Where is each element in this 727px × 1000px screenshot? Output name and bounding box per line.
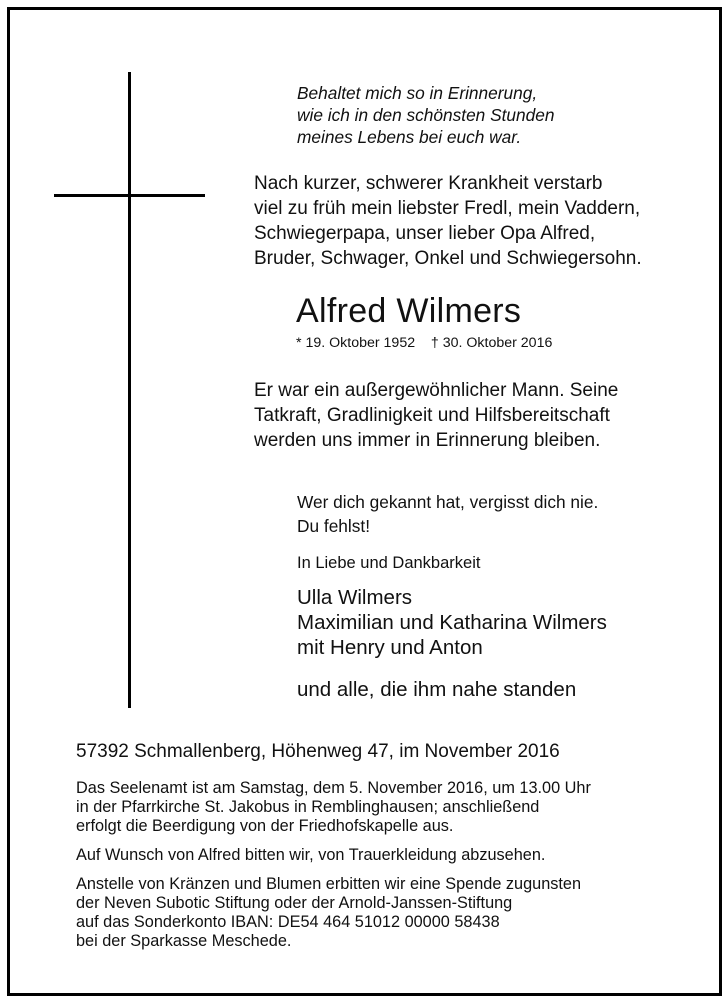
tribute-line: Tatkraft, Gradlinigkeit und Hilfsbereitschaft	[254, 405, 610, 426]
motto-line: wie ich in den schönsten Stunden	[297, 105, 555, 125]
intro-line: Nach kurzer, schwerer Krankheit verstarb	[254, 173, 603, 194]
mourner: mit Henry und Anton	[297, 636, 483, 659]
tribute-text	[254, 378, 618, 453]
intro-text	[254, 171, 642, 271]
dress-note: Auf Wunsch von Alfred bitten wir, von Trauerkleidung abzusehen.	[76, 846, 546, 864]
life-dates	[296, 334, 552, 352]
mourners-list	[297, 585, 607, 660]
thanks-line: In Liebe und Dankbarkeit	[297, 554, 481, 572]
motto-line: Behaltet mich so in Erinnerung,	[297, 83, 538, 103]
cross-vertical-bar	[128, 72, 131, 708]
funeral-line: in der Pfarrkirche St. Jakobus in Remblinghausen; anschließend	[76, 798, 540, 816]
funeral-line: erfolgt die Beerdigung von der Friedhofskapelle aus.	[76, 817, 454, 835]
location-date: 57392 Schmallenberg, Höhenweg 47, im November 2016	[76, 741, 560, 762]
mourner: Ulla Wilmers	[297, 586, 413, 609]
others-line: und alle, die ihm nahe standen	[297, 678, 577, 701]
funeral-line: Das Seelenamt ist am Samstag, dem 5. November 2016, um 13.00 Uhr	[76, 779, 591, 797]
intro-line: Bruder, Schwager, Onkel und Schwiegersohn.	[254, 248, 642, 269]
quote-line: Du fehlst!	[297, 516, 370, 536]
donation-line: bei der Sparkasse Meschede.	[76, 932, 292, 950]
death-date: † 30. Oktober 2016	[430, 335, 553, 351]
quote-line: Wer dich gekannt hat, vergisst dich nie.	[297, 492, 599, 512]
motto	[297, 82, 554, 148]
intro-line: viel zu früh mein liebster Fredl, mein Vaddern,	[254, 198, 641, 219]
donation-info	[76, 875, 581, 951]
tribute-line: Er war ein außergewöhnlicher Mann. Seine	[254, 380, 619, 401]
quote	[297, 490, 598, 538]
funeral-info	[76, 779, 591, 836]
mourner: Maximilian und Katharina Wilmers	[297, 611, 607, 634]
birth-date: * 19. Oktober 1952	[296, 335, 416, 351]
donation-line: der Neven Subotic Stiftung oder der Arnold-Janssen-Stiftung	[76, 894, 513, 912]
intro-line: Schwiegerpapa, unser lieber Opa Alfred,	[254, 223, 596, 244]
deceased-name: Alfred Wilmers	[296, 292, 522, 330]
cross-horizontal-bar	[54, 194, 205, 197]
motto-line: meines Lebens bei euch war.	[297, 127, 522, 147]
donation-line: auf das Sonderkonto IBAN: DE54 464 51012 00000 58438	[76, 913, 500, 931]
donation-line: Anstelle von Kränzen und Blumen erbitten wir eine Spende zugunsten	[76, 875, 582, 893]
tribute-line: werden uns immer in Erinnerung bleiben.	[254, 430, 601, 451]
